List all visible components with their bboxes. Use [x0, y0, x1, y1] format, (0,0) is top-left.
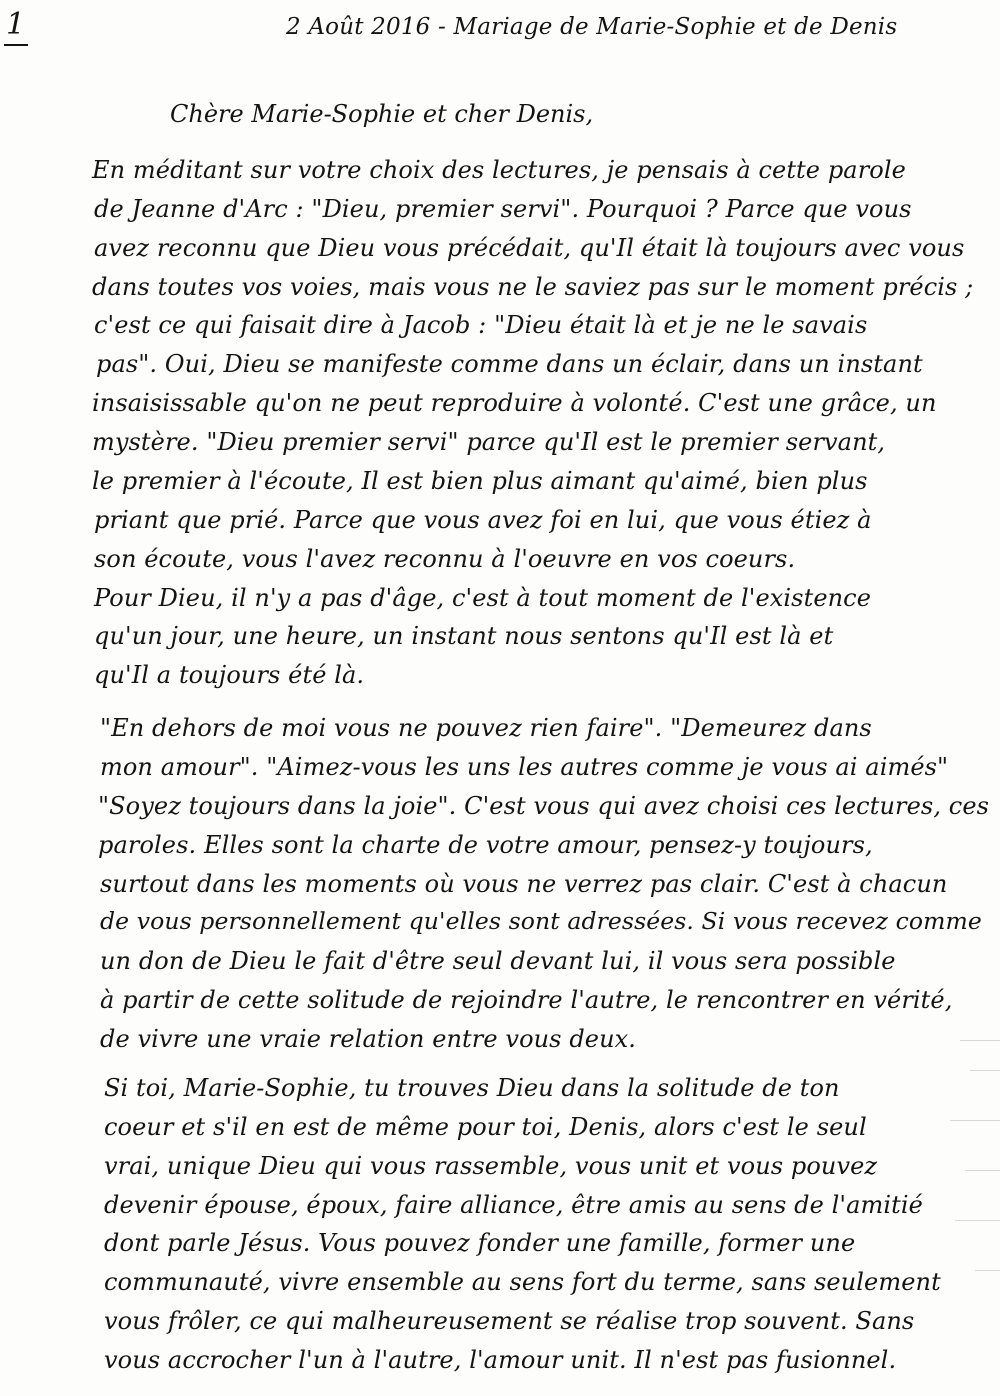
salutation: Chère Marie-Sophie et cher Denis, [170, 100, 594, 128]
letter-line: mystère. "Dieu premier servi" parce qu'Il est le premier servant, [92, 428, 886, 456]
letter-line: de Jeanne d'Arc : "Dieu, premier servi". Pourquoi ? Parce que vous [94, 195, 912, 223]
letter-line: son écoute, vous l'avez reconnu à l'oeuvre en vos coeurs. [94, 545, 796, 573]
letter-line: vous accrocher l'un à l'autre, l'amour unit. Il n'est pas fusionnel. [104, 1346, 897, 1374]
show-through-marks [920, 1030, 1000, 1290]
letter-line: mon amour". "Aimez-vous les uns les autres comme je vous ai aimés" [100, 753, 949, 781]
letter-line: pas". Oui, Dieu se manifeste comme dans un éclair, dans un instant [96, 350, 923, 378]
page-number-underline [4, 44, 28, 46]
letter-line: "Soyez toujours dans la joie". C'est vous qui avez choisi ces lectures, ces [98, 792, 990, 820]
letter-line: priant que prié. Parce que vous avez foi en lui, que vous étiez à [94, 506, 872, 534]
letter-line: le premier à l'écoute, Il est bien plus aimant qu'aimé, bien plus [92, 467, 868, 495]
letter-line: devenir épouse, époux, faire alliance, être amis au sens de l'amitié [104, 1191, 923, 1219]
letter-line: c'est ce qui faisait dire à Jacob : "Dieu était là et je ne le savais [94, 311, 868, 339]
letter-line: de vous personnellement qu'elles sont adressées. Si vous recevez comme [100, 907, 982, 935]
letter-header: 2 Août 2016 - Mariage de Marie-Sophie et de Denis [286, 14, 898, 40]
letter-line: avez reconnu que Dieu vous précédait, qu'Il était là toujours avec vous [94, 234, 965, 262]
letter-line: à partir de cette solitude de rejoindre l'autre, le rencontrer en vérité, [100, 986, 953, 1014]
letter-line: Pour Dieu, il n'y a pas d'âge, c'est à tout moment de l'existence [94, 584, 872, 612]
letter-line: paroles. Elles sont la charte de votre amour, pensez-y toujours, [98, 831, 873, 859]
letter-line: qu'Il a toujours été là. [94, 661, 365, 689]
letter-line: un don de Dieu le fait d'être seul devant lui, il vous sera possible [100, 947, 896, 975]
letter-line: vrai, unique Dieu qui vous rassemble, vous unit et vous pouvez [104, 1152, 878, 1180]
letter-line: dont parle Jésus. Vous pouvez fonder une famille, former une [104, 1229, 856, 1257]
letter-line: insaisissable qu'on ne peut reproduire à volonté. C'est une grâce, un [92, 389, 937, 417]
letter-line: Si toi, Marie-Sophie, tu trouves Dieu dans la solitude de ton [104, 1074, 840, 1102]
letter-line: qu'un jour, une heure, un instant nous sentons qu'Il est là et [94, 622, 834, 650]
letter-line: "En dehors de moi vous ne pouvez rien faire". "Demeurez dans [100, 714, 872, 742]
page-number: 1 [6, 7, 26, 42]
letter-line: surtout dans les moments où vous ne verrez pas clair. C'est à chacun [100, 870, 948, 898]
letter-line: vous frôler, ce qui malheureusement se réalise trop souvent. Sans [104, 1307, 915, 1335]
letter-line: de vivre une vraie relation entre vous deux. [100, 1025, 637, 1053]
letter-line: dans toutes vos voies, mais vous ne le saviez pas sur le moment précis ; [92, 273, 974, 301]
letter-line: coeur et s'il en est de même pour toi, Denis, alors c'est le seul [104, 1113, 867, 1141]
letter-line: communauté, vivre ensemble au sens fort du terme, sans seulement [104, 1268, 941, 1296]
letter-line: En méditant sur votre choix des lectures, je pensais à cette parole [92, 156, 906, 184]
